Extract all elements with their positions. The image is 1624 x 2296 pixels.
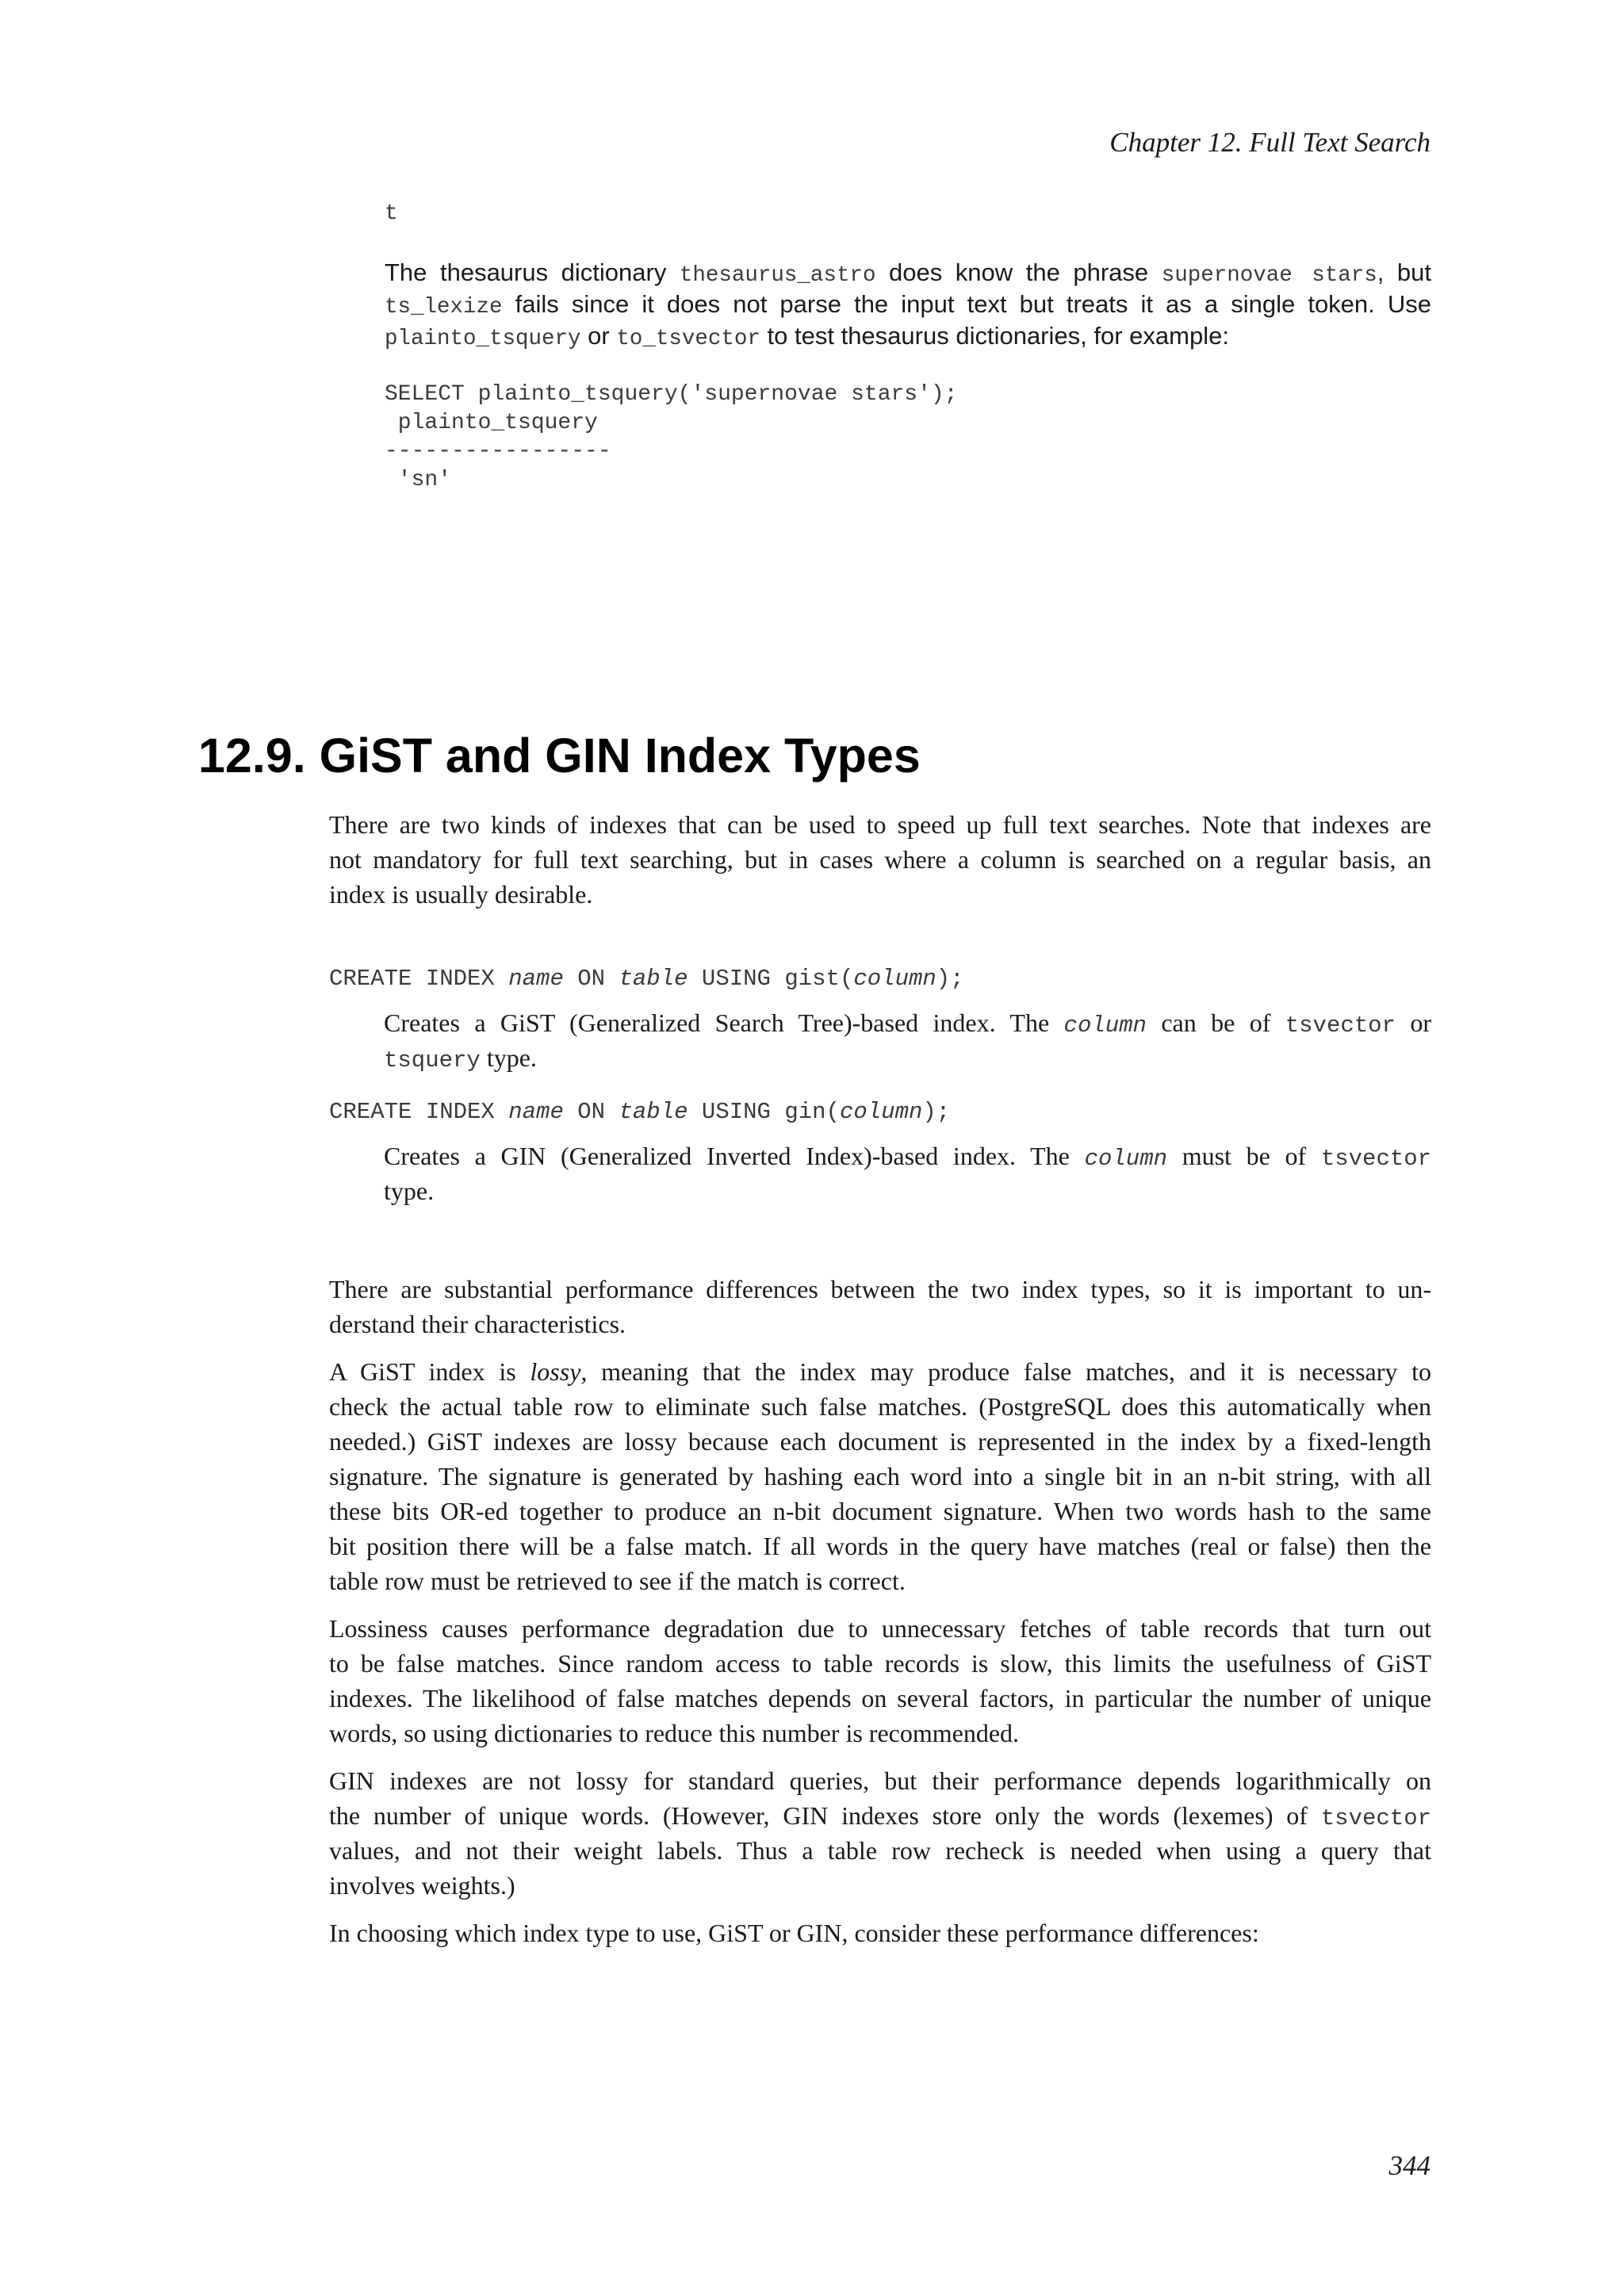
inline-code: tsvector (1320, 1146, 1432, 1172)
note-text: The thesaurus dictionary (385, 258, 667, 286)
para-line: There are two kinds of indexes that can be used to speed up full text searches. Note that indexes are (329, 810, 1431, 839)
para-line: bit position there will be a false match. If all words in the query have matches (real or false) then the (329, 1532, 1431, 1560)
term-keyword: CREATE INDEX (329, 1099, 509, 1125)
term-variable: name (508, 1099, 564, 1125)
para-line: In choosing which index type to use, GiST or GIN, consider these performance differences: (329, 1919, 1259, 1947)
term-variable: name (508, 966, 564, 992)
para-line: check the actual table row to eliminate such false matches. (PostgreSQL does this automatically when (329, 1392, 1431, 1421)
para-line (329, 1801, 1431, 1831)
para-line (329, 1357, 1431, 1387)
inline-code: supernovae stars (1161, 263, 1377, 288)
definition-text: Creates a GiST (Generalized Search Tree)-based index. The (384, 1008, 1050, 1037)
para-line: indexes. The likelihood of false matches depends on several factors, in particular the number of unique (329, 1684, 1431, 1712)
note-line-1 (385, 258, 1431, 288)
definition-text: can be of (1161, 1008, 1271, 1037)
gist-definition-line-1 (384, 1008, 1431, 1039)
code-line: plainto_tsquery (385, 411, 598, 435)
term-keyword: USING gist( (688, 966, 854, 992)
note-text: or (588, 322, 610, 350)
term-variable: column (839, 1099, 923, 1125)
para-line: table row must be retrieved to see if the match is correct. (329, 1567, 906, 1595)
gist-definition-line-2 (384, 1043, 1431, 1073)
para-text: A GiST index is (329, 1357, 516, 1386)
para-line: not mandatory for full text searching, but in cases where a column is searched on a regular basis, an (329, 845, 1431, 874)
section-heading: 12.9. GiST and GIN Index Types (198, 729, 921, 783)
term-keyword: CREATE INDEX (329, 966, 509, 992)
term-keyword: ON (563, 1099, 619, 1125)
term-keyword: ); (936, 966, 964, 992)
term-variable: table (619, 1099, 688, 1125)
note-line-3 (385, 322, 1431, 351)
note-text: fails since it does not parse the input text but treats it as a single token. Use (515, 290, 1431, 318)
gist-index-term (329, 966, 964, 992)
inline-code: to_tsvector (616, 327, 760, 351)
para-line: values, and not their weight labels. Thus a table row recheck is needed when using a query that (329, 1836, 1431, 1865)
code-line: ----------------- (385, 439, 611, 464)
term-variable: column (853, 966, 936, 992)
para-line: index is usually desirable. (329, 880, 593, 909)
term-keyword: USING gin( (688, 1099, 840, 1125)
para-line: needed.) GiST indexes are lossy because each document is represented in the index by a fixed-length (329, 1427, 1431, 1456)
page-number: 344 (1388, 2150, 1431, 2181)
note-text: , but (1377, 258, 1431, 286)
code-line: 'sn' (385, 468, 452, 492)
para-line: to be false matches. Since random access to table records is slow, this limits the usefulness of GiST (329, 1649, 1431, 1678)
note-line-2 (385, 290, 1431, 320)
para-line: involves weights.) (329, 1871, 515, 1900)
inline-code: tsvector (1285, 1012, 1396, 1039)
para-line: Lossiness causes performance degradation due to unnecessary fetches of table records that turn out (329, 1614, 1431, 1643)
emphasis-text: lossy (530, 1357, 581, 1386)
para-line: signature. The signature is generated by hashing each word into a single bit in an n-bit string, with all (329, 1462, 1431, 1490)
note-text: does know the phrase (889, 258, 1149, 286)
para-text: , meaning that the index may produce false matches, and it is necessary to (580, 1357, 1432, 1386)
inline-code: column (1084, 1146, 1167, 1172)
para-line: words, so using dictionaries to reduce this number is recommended. (329, 1719, 1020, 1747)
running-header: Chapter 12. Full Text Search (1109, 127, 1431, 158)
gin-definition-line-1 (384, 1142, 1431, 1172)
term-keyword: ON (563, 966, 619, 992)
inline-code: ts_lexize (385, 295, 503, 320)
definition-text: Creates a GIN (Generalized Inverted Index)-based index. The (384, 1142, 1070, 1170)
para-line: derstand their characteristics. (329, 1310, 626, 1338)
definition-text: or (1410, 1008, 1431, 1037)
note-text: to test thesaurus dictionaries, for example: (767, 322, 1229, 350)
inline-code: tsquery (384, 1047, 481, 1073)
term-variable: table (619, 966, 688, 992)
para-line: There are substantial performance differences between the two index types, so it is important to un- (329, 1275, 1431, 1303)
para-line: GIN indexes are not lossy for standard queries, but their performance depends logarithmically on (329, 1766, 1431, 1795)
para-text: the number of unique words. (However, GIN indexes store only the words (lexemes) of (329, 1801, 1308, 1830)
para-line: these bits OR-ed together to produce an n-bit document signature. When two words hash to the same (329, 1497, 1431, 1525)
term-keyword: ); (922, 1099, 951, 1125)
code-output-line: t (385, 201, 398, 226)
inline-code: thesaurus_astro (679, 263, 876, 288)
inline-code: column (1063, 1012, 1147, 1039)
code-line: SELECT plainto_tsquery('supernovae stars'); (385, 382, 958, 407)
inline-code: tsvector (1320, 1805, 1432, 1831)
definition-text: type. (480, 1043, 537, 1072)
gin-definition-line-2: type. (384, 1177, 435, 1205)
inline-code: plainto_tsquery (385, 327, 581, 351)
definition-text: must be of (1182, 1142, 1307, 1170)
gin-index-term (329, 1099, 950, 1125)
